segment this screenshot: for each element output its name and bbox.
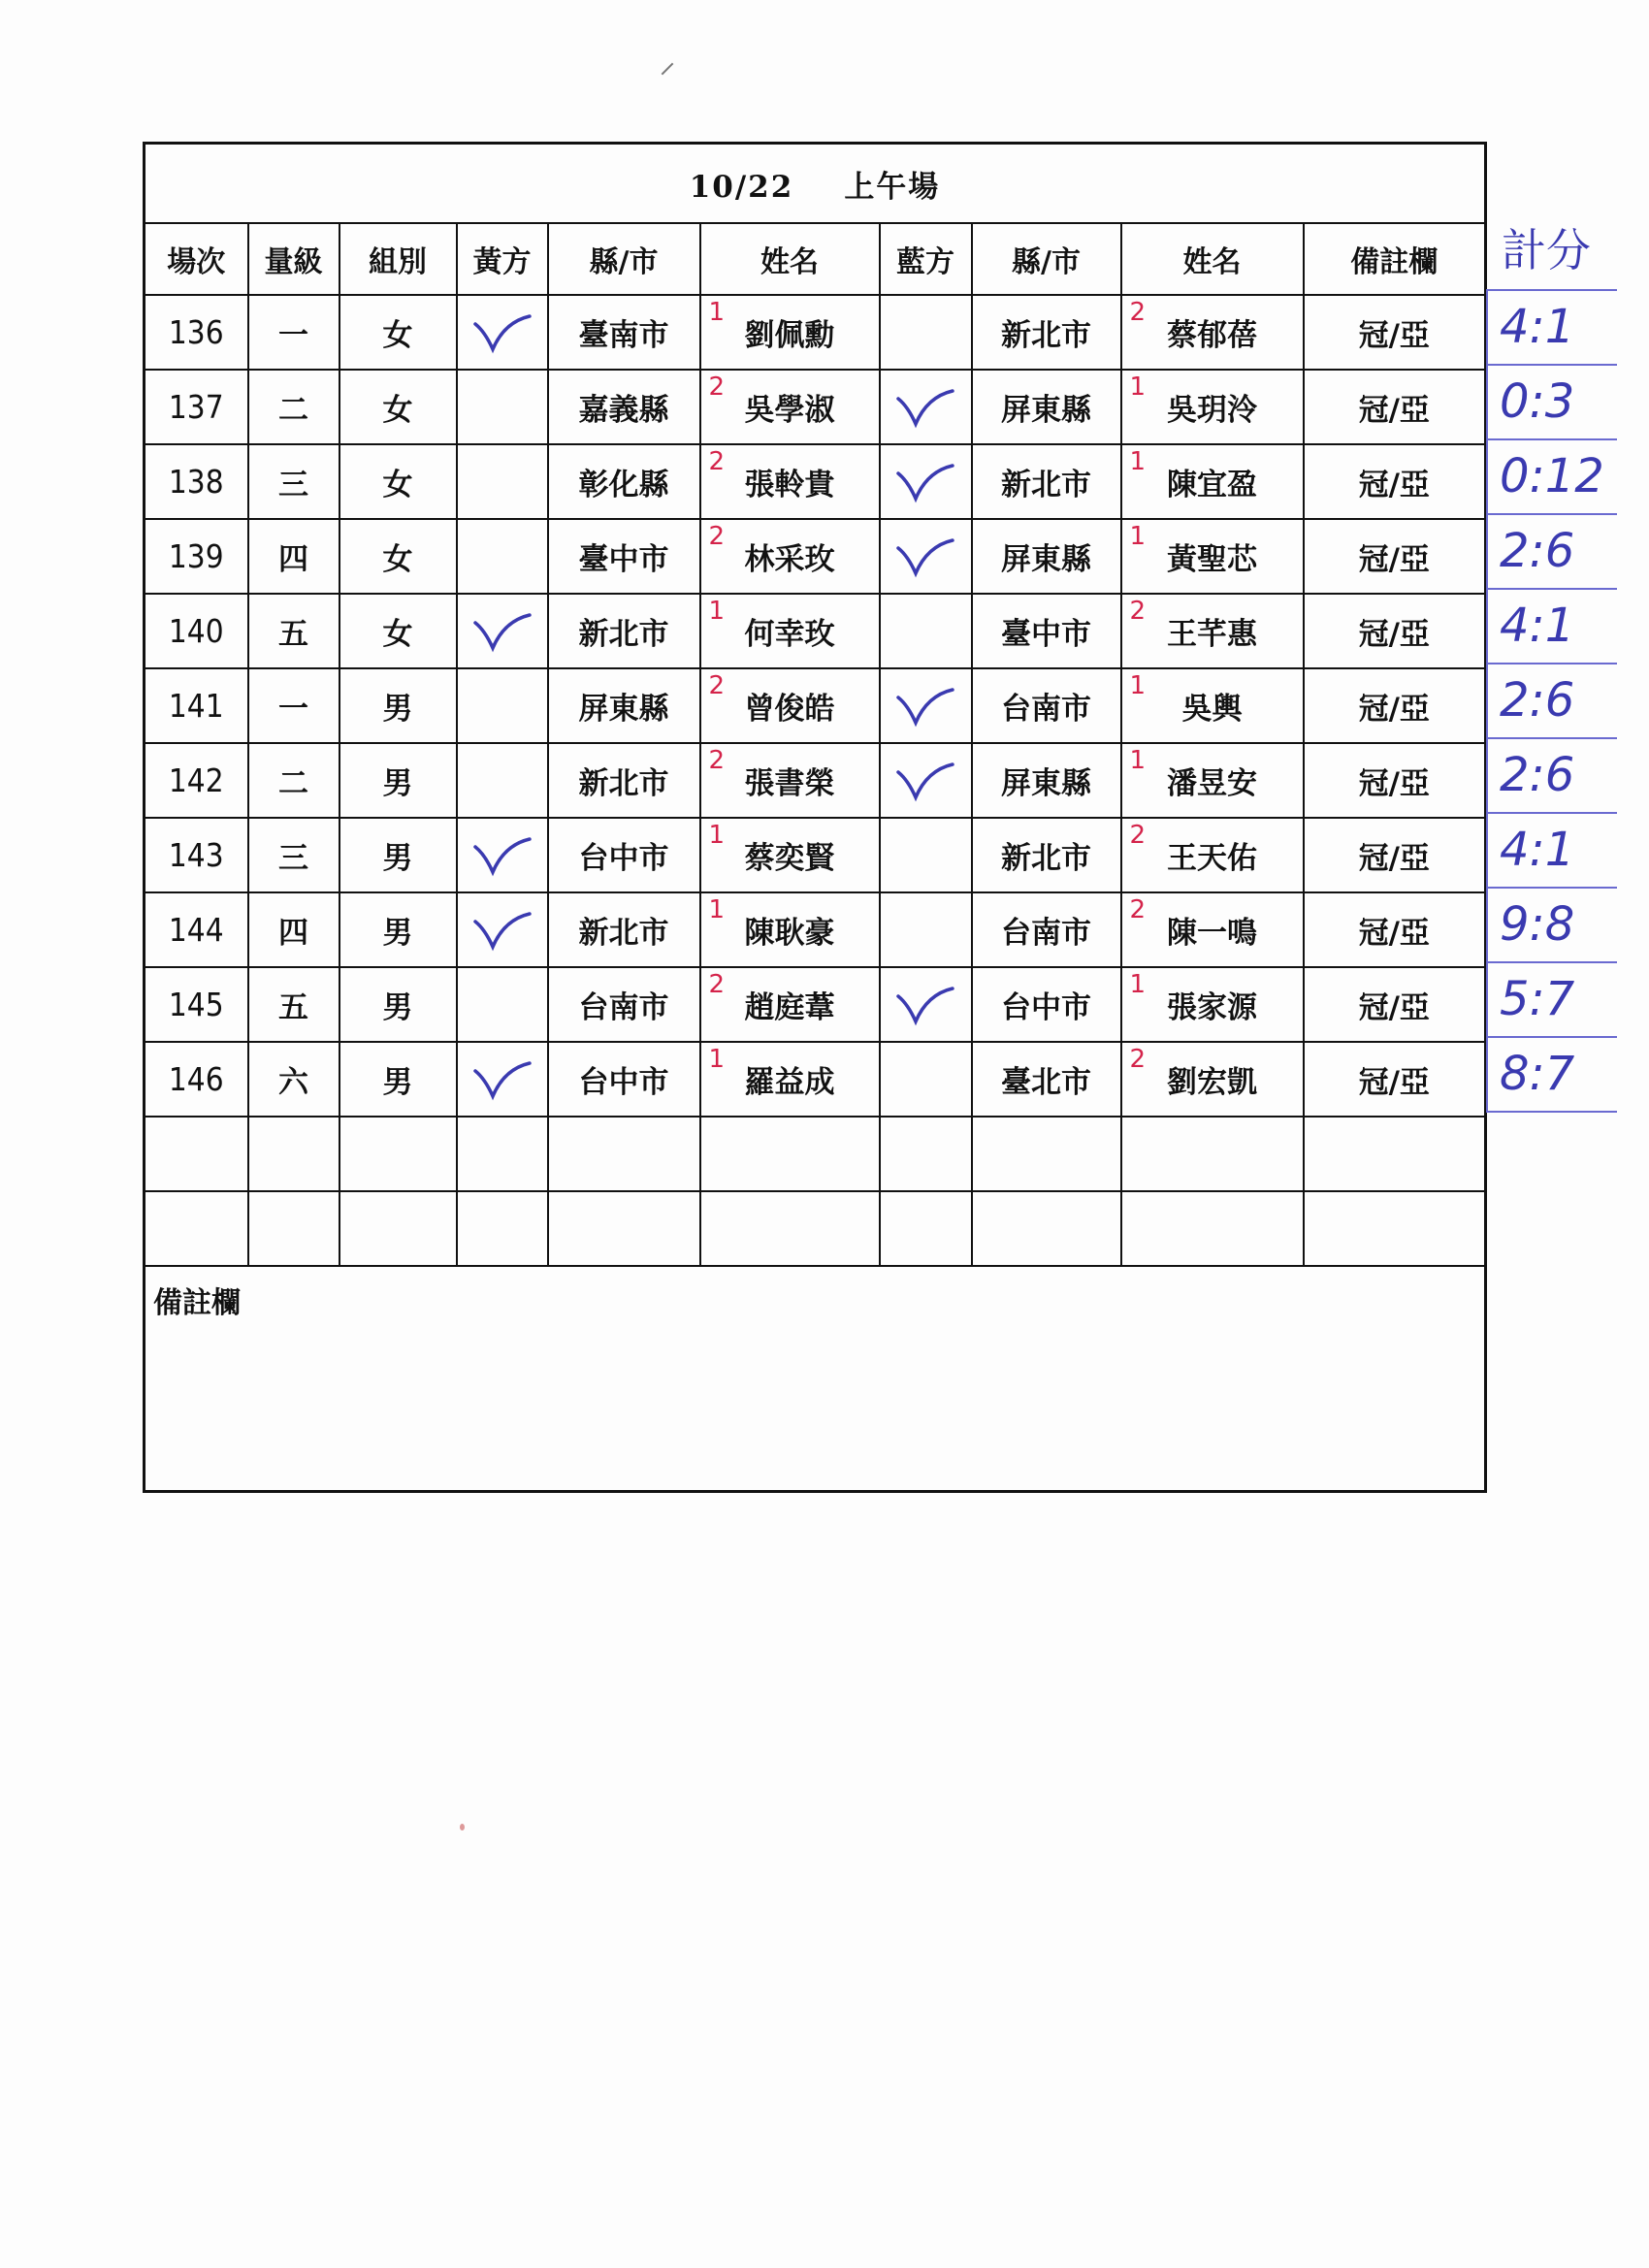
weight-class: 五 (248, 594, 340, 668)
score-entry: 2:6 (1486, 515, 1617, 590)
blue-winner-cell (880, 967, 972, 1042)
yellow-winner-cell (457, 892, 548, 967)
weight-class: 四 (248, 892, 340, 967)
blue-name: 吳玥泠 (1167, 393, 1257, 428)
yellow-name: 張軨貴 (744, 468, 835, 502)
weight-class: 四 (248, 519, 340, 594)
seed-mark: 1 (708, 298, 726, 327)
empty-row (145, 1191, 1486, 1266)
blue-winner-cell (880, 892, 972, 967)
yellow-name-cell (700, 967, 880, 1042)
yellow-winner-cell (457, 818, 548, 892)
blue-name-cell (1121, 594, 1304, 668)
weight-class: 五 (248, 967, 340, 1042)
seed-mark: 1 (708, 821, 726, 850)
seed-mark: 1 (708, 895, 726, 924)
table-row (145, 668, 1486, 743)
gender-group: 男 (340, 818, 457, 892)
yellow-name-cell (700, 295, 880, 370)
gender-group: 女 (340, 370, 457, 444)
header-row (145, 223, 1486, 295)
gender-group: 女 (340, 295, 457, 370)
yellow-city: 嘉義縣 (548, 370, 700, 444)
col-header: 黃方 (457, 223, 548, 295)
title-date: 10/22 (689, 169, 794, 205)
match-table (143, 142, 1487, 1493)
bout-number: 140 (145, 594, 248, 668)
weight-class: 一 (248, 295, 340, 370)
check-mark-icon (881, 759, 971, 803)
note-cell: 冠/亞 (1304, 818, 1486, 892)
score-entry: 8:7 (1486, 1038, 1617, 1113)
yellow-winner-cell (457, 594, 548, 668)
blue-name-cell (1121, 818, 1304, 892)
note-cell: 冠/亞 (1304, 967, 1486, 1042)
blue-winner-cell (880, 370, 972, 444)
blue-winner-cell (880, 743, 972, 818)
yellow-name-cell (700, 892, 880, 967)
yellow-name: 劉佩勳 (744, 318, 835, 353)
blue-winner-cell (880, 295, 972, 370)
empty-row (145, 1117, 1486, 1191)
seed-mark: 1 (1129, 970, 1147, 999)
check-mark-icon (881, 983, 971, 1027)
yellow-name: 陳耿豪 (744, 916, 835, 951)
col-header: 縣/市 (972, 223, 1121, 295)
blue-city: 新北市 (972, 818, 1121, 892)
blue-winner-cell (880, 444, 972, 519)
yellow-winner-cell (457, 295, 548, 370)
blue-name: 陳一鳴 (1167, 916, 1257, 951)
col-header: 藍方 (880, 223, 972, 295)
bout-number: 138 (145, 444, 248, 519)
score-column (1486, 211, 1617, 1113)
yellow-name-cell (700, 818, 880, 892)
yellow-city: 台中市 (548, 818, 700, 892)
col-header: 量級 (248, 223, 340, 295)
yellow-name: 張書榮 (744, 766, 835, 801)
seed-mark: 2 (1129, 298, 1147, 327)
seed-mark: 1 (1129, 373, 1147, 402)
note-cell: 冠/亞 (1304, 370, 1486, 444)
form-title (145, 144, 1486, 224)
blue-city: 台南市 (972, 668, 1121, 743)
gender-group: 女 (340, 594, 457, 668)
blue-name: 張家源 (1167, 990, 1257, 1025)
blue-city: 屏東縣 (972, 370, 1121, 444)
bout-number: 144 (145, 892, 248, 967)
check-mark-icon (881, 385, 971, 430)
table-row (145, 370, 1486, 444)
yellow-name: 羅益成 (744, 1065, 835, 1100)
bout-number: 137 (145, 370, 248, 444)
bout-number: 146 (145, 1042, 248, 1117)
bout-number: 136 (145, 295, 248, 370)
gender-group: 男 (340, 967, 457, 1042)
blue-name-cell (1121, 1042, 1304, 1117)
gender-group: 女 (340, 444, 457, 519)
weight-class: 六 (248, 1042, 340, 1117)
table-row (145, 1042, 1486, 1117)
yellow-winner-cell (457, 370, 548, 444)
blue-winner-cell (880, 818, 972, 892)
seed-mark: 1 (1129, 522, 1147, 551)
blue-name-cell (1121, 668, 1304, 743)
blue-winner-cell (880, 1042, 972, 1117)
note-cell: 冠/亞 (1304, 743, 1486, 818)
yellow-winner-cell (457, 743, 548, 818)
yellow-name-cell (700, 594, 880, 668)
score-entry: 0:3 (1486, 366, 1617, 440)
yellow-city: 屏東縣 (548, 668, 700, 743)
blue-name-cell (1121, 444, 1304, 519)
blue-city: 臺中市 (972, 594, 1121, 668)
yellow-city: 新北市 (548, 743, 700, 818)
gender-group: 男 (340, 892, 457, 967)
gender-group: 男 (340, 743, 457, 818)
blue-city: 新北市 (972, 295, 1121, 370)
blue-city: 屏東縣 (972, 743, 1121, 818)
yellow-city: 台中市 (548, 1042, 700, 1117)
seed-mark: 1 (1129, 671, 1147, 700)
remarks-label: 備註欄 (153, 1286, 241, 1320)
yellow-name: 何幸玫 (744, 617, 835, 652)
yellow-city: 臺中市 (548, 519, 700, 594)
seed-mark: 2 (1129, 821, 1147, 850)
yellow-winner-cell (457, 444, 548, 519)
table-row (145, 818, 1486, 892)
table-row (145, 594, 1486, 668)
bout-number: 145 (145, 967, 248, 1042)
blue-name: 蔡郁蓓 (1167, 318, 1257, 353)
score-entry: 2:6 (1486, 664, 1617, 739)
blue-winner-cell (880, 519, 972, 594)
blue-name: 劉宏凱 (1167, 1065, 1257, 1100)
check-mark-icon (458, 609, 547, 654)
seed-mark: 2 (1129, 895, 1147, 924)
yellow-name-cell (700, 519, 880, 594)
blue-name-cell (1121, 370, 1304, 444)
table-row (145, 743, 1486, 818)
weight-class: 三 (248, 444, 340, 519)
yellow-name-cell (700, 668, 880, 743)
yellow-winner-cell (457, 967, 548, 1042)
yellow-name-cell (700, 444, 880, 519)
blue-name: 黃聖芯 (1167, 542, 1257, 577)
blue-name: 王芊惠 (1167, 617, 1257, 652)
yellow-name-cell (700, 1042, 880, 1117)
blue-name: 王天佑 (1167, 841, 1257, 876)
col-header: 組別 (340, 223, 457, 295)
seed-mark: 2 (1129, 597, 1147, 626)
weight-class: 三 (248, 818, 340, 892)
blue-city: 台中市 (972, 967, 1121, 1042)
blue-name-cell (1121, 295, 1304, 370)
bout-number: 139 (145, 519, 248, 594)
col-header: 場次 (145, 223, 248, 295)
check-mark-icon (458, 310, 547, 355)
check-mark-icon (881, 460, 971, 504)
yellow-name: 蔡奕賢 (744, 841, 835, 876)
score-entry: 4:1 (1486, 814, 1617, 889)
note-cell: 冠/亞 (1304, 295, 1486, 370)
yellow-city: 新北市 (548, 892, 700, 967)
yellow-winner-cell (457, 519, 548, 594)
yellow-name-cell (700, 370, 880, 444)
gender-group: 男 (340, 1042, 457, 1117)
title-session: 上午場 (844, 169, 941, 205)
yellow-city: 彰化縣 (548, 444, 700, 519)
yellow-name: 趙庭葦 (744, 990, 835, 1025)
table-row (145, 295, 1486, 370)
gender-group: 男 (340, 668, 457, 743)
bout-number: 141 (145, 668, 248, 743)
blue-city: 新北市 (972, 444, 1121, 519)
seed-mark: 1 (708, 597, 726, 626)
note-cell: 冠/亞 (1304, 444, 1486, 519)
paper-speck (460, 1824, 465, 1831)
blue-city: 臺北市 (972, 1042, 1121, 1117)
pen-mark (662, 63, 674, 76)
note-cell: 冠/亞 (1304, 892, 1486, 967)
score-entry: 2:6 (1486, 739, 1617, 814)
blue-winner-cell (880, 668, 972, 743)
note-cell: 冠/亞 (1304, 519, 1486, 594)
yellow-winner-cell (457, 668, 548, 743)
yellow-name: 吳學淑 (744, 393, 835, 428)
seed-mark: 2 (708, 746, 726, 775)
blue-name: 吳輿 (1181, 692, 1243, 727)
score-entry: 0:12 (1486, 440, 1617, 515)
seed-mark: 2 (708, 970, 726, 999)
blue-name: 陳宜盈 (1167, 468, 1257, 502)
blue-name-cell (1121, 967, 1304, 1042)
blue-city: 台南市 (972, 892, 1121, 967)
weight-class: 一 (248, 668, 340, 743)
col-header: 備註欄 (1304, 223, 1486, 295)
blue-city: 屏東縣 (972, 519, 1121, 594)
yellow-name-cell (700, 743, 880, 818)
remarks-box (145, 1266, 1486, 1492)
weight-class: 二 (248, 370, 340, 444)
score-entry: 4:1 (1486, 291, 1617, 366)
blue-name-cell (1121, 519, 1304, 594)
blue-winner-cell (880, 594, 972, 668)
col-header: 姓名 (700, 223, 880, 295)
note-cell: 冠/亞 (1304, 594, 1486, 668)
yellow-winner-cell (457, 1042, 548, 1117)
check-mark-icon (881, 535, 971, 579)
note-cell: 冠/亞 (1304, 668, 1486, 743)
check-mark-icon (881, 684, 971, 729)
yellow-city: 臺南市 (548, 295, 700, 370)
col-header: 縣/市 (548, 223, 700, 295)
check-mark-icon (458, 833, 547, 878)
bout-number: 142 (145, 743, 248, 818)
match-form (143, 142, 1484, 1493)
seed-mark: 2 (1129, 1045, 1147, 1074)
yellow-city: 新北市 (548, 594, 700, 668)
score-header: 計分 (1486, 211, 1617, 291)
score-entry: 9:8 (1486, 889, 1617, 963)
seed-mark: 1 (708, 1045, 726, 1074)
score-entry: 4:1 (1486, 590, 1617, 664)
note-cell: 冠/亞 (1304, 1042, 1486, 1117)
blue-name-cell (1121, 892, 1304, 967)
table-row (145, 444, 1486, 519)
weight-class: 二 (248, 743, 340, 818)
seed-mark: 2 (708, 447, 726, 476)
score-entry: 5:7 (1486, 963, 1617, 1038)
seed-mark: 1 (1129, 746, 1147, 775)
blue-name: 潘昱安 (1167, 766, 1257, 801)
seed-mark: 1 (1129, 447, 1147, 476)
col-header: 姓名 (1121, 223, 1304, 295)
seed-mark: 2 (708, 373, 726, 402)
table-row (145, 519, 1486, 594)
blue-name-cell (1121, 743, 1304, 818)
yellow-city: 台南市 (548, 967, 700, 1042)
gender-group: 女 (340, 519, 457, 594)
table-row (145, 967, 1486, 1042)
table-row (145, 892, 1486, 967)
check-mark-icon (458, 908, 547, 953)
seed-mark: 2 (708, 522, 726, 551)
yellow-name: 曾俊皓 (744, 692, 835, 727)
check-mark-icon (458, 1057, 547, 1102)
yellow-name: 林采玫 (744, 542, 835, 577)
bout-number: 143 (145, 818, 248, 892)
seed-mark: 2 (708, 671, 726, 700)
